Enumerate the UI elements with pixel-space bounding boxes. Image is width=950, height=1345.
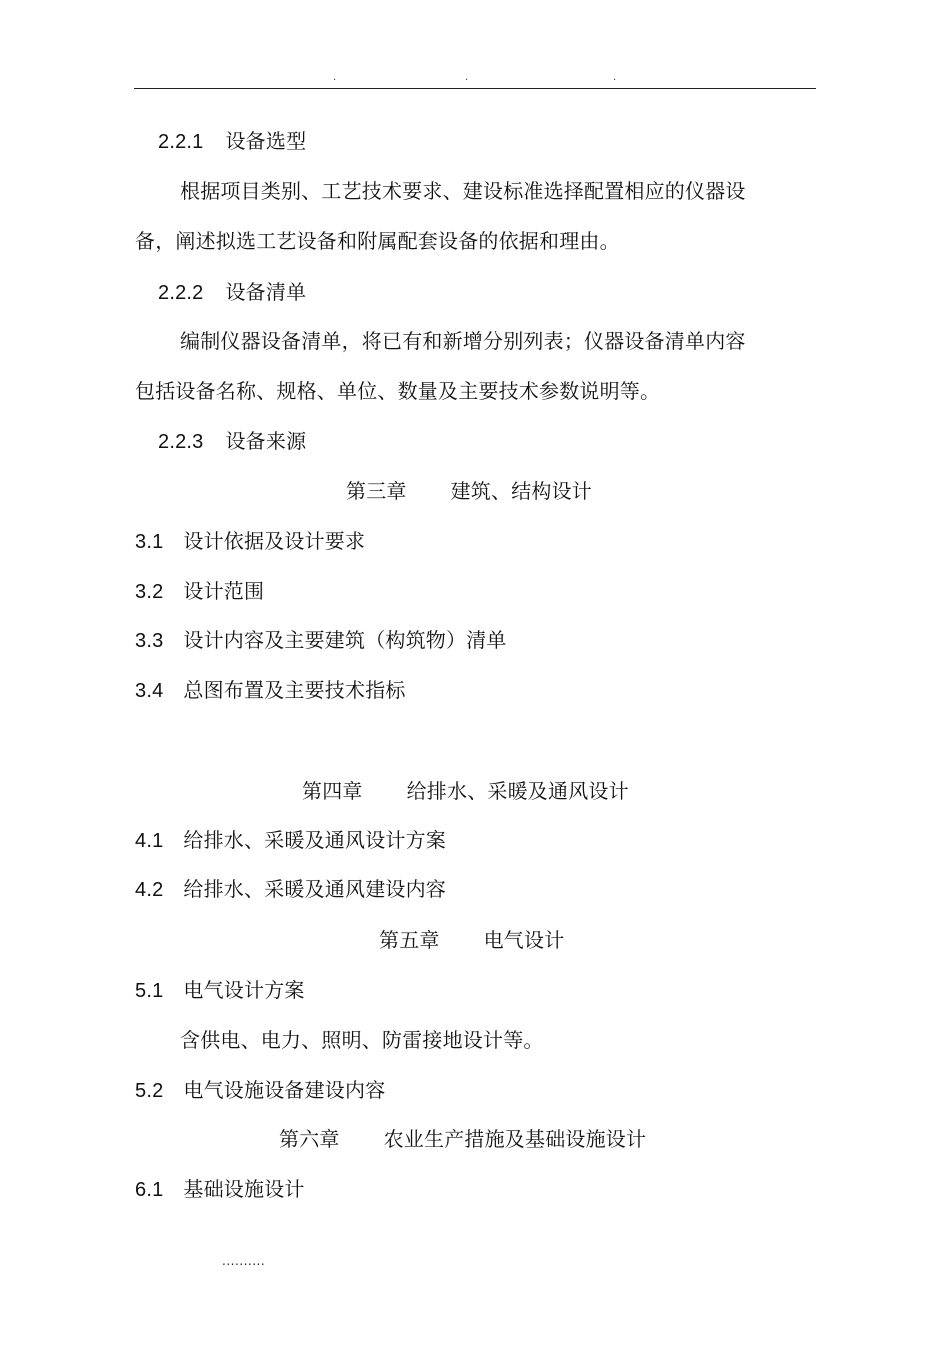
chapter-title: 建筑、结构设计 [450, 479, 593, 503]
section-number: 4.1 [135, 830, 164, 852]
chapter-heading-4 [302, 778, 629, 804]
heading-2-2-3 [158, 428, 306, 455]
section-title: 设计依据及设计要求 [183, 529, 366, 553]
section-title: 给排水、采暖及通风设计方案 [183, 828, 447, 852]
heading-3-3 [135, 627, 507, 654]
chapter-title: 农业生产措施及基础设施设计 [383, 1127, 647, 1151]
section-title: 设备选型 [225, 129, 307, 153]
section-number: 3.2 [135, 581, 164, 603]
heading-4-1 [135, 827, 446, 854]
section-title: 电气设计方案 [183, 978, 305, 1002]
section-number: 2.2.2 [158, 282, 204, 304]
section-number: 5.2 [135, 1080, 164, 1102]
chapter-number: 第五章 [379, 928, 440, 952]
header-dot: . [333, 72, 337, 83]
section-title: 设计范围 [183, 579, 265, 603]
heading-5-2 [135, 1077, 385, 1104]
section-number: 2.2.1 [158, 131, 204, 153]
chapter-heading-6 [279, 1126, 646, 1152]
chapter-title: 给排水、采暖及通风设计 [406, 779, 629, 803]
chapter-number: 第三章 [346, 479, 407, 503]
paragraph-line: 编制仪器设备清单，将已有和新增分别列表；仪器设备清单内容 [180, 329, 746, 353]
chapter-heading-5 [379, 927, 564, 953]
section-title: 给排水、采暖及通风建设内容 [183, 877, 447, 901]
heading-2-2-1 [158, 128, 306, 155]
section-title: 总图布置及主要技术指标 [183, 678, 406, 702]
paragraph-line: 备，阐述拟选工艺设备和附属配套设备的依据和理由。 [135, 229, 620, 253]
section-title: 设计内容及主要建筑（构筑物）清单 [183, 628, 507, 652]
chapter-number: 第四章 [302, 779, 363, 803]
chapter-number: 第六章 [279, 1127, 340, 1151]
section-title: 电气设施设备建设内容 [183, 1078, 386, 1102]
chapter-title: 电气设计 [483, 928, 565, 952]
section-number: 3.3 [135, 630, 164, 652]
paragraph-line: 根据项目类别、工艺技术要求、建设标准选择配置相应的仪器设 [180, 179, 746, 203]
paragraph-line: 含供电、电力、照明、防雷接地设计等。 [180, 1028, 544, 1052]
heading-2-2-2 [158, 279, 306, 306]
section-number: 3.1 [135, 531, 164, 553]
header-dot: . [465, 72, 469, 83]
section-title: 基础设施设计 [183, 1177, 305, 1201]
section-title: 设备来源 [225, 429, 307, 453]
chapter-heading-3 [346, 478, 592, 504]
section-number: 6.1 [135, 1179, 164, 1201]
heading-3-1 [135, 528, 365, 555]
heading-3-4 [135, 677, 406, 704]
heading-6-1 [135, 1176, 305, 1203]
heading-3-2 [135, 578, 264, 605]
heading-5-1 [135, 977, 305, 1004]
section-number: 5.1 [135, 980, 164, 1002]
header-rule [134, 88, 816, 89]
heading-4-2 [135, 876, 446, 903]
section-title: 设备清单 [225, 280, 307, 304]
section-number: 3.4 [135, 680, 164, 702]
footer-dots: .......... [222, 1254, 266, 1268]
paragraph-line: 包括设备名称、规格、单位、数量及主要技术参数说明等。 [135, 379, 661, 403]
section-number: 2.2.3 [158, 431, 204, 453]
section-number: 4.2 [135, 879, 164, 901]
header-dot: . [613, 72, 617, 83]
